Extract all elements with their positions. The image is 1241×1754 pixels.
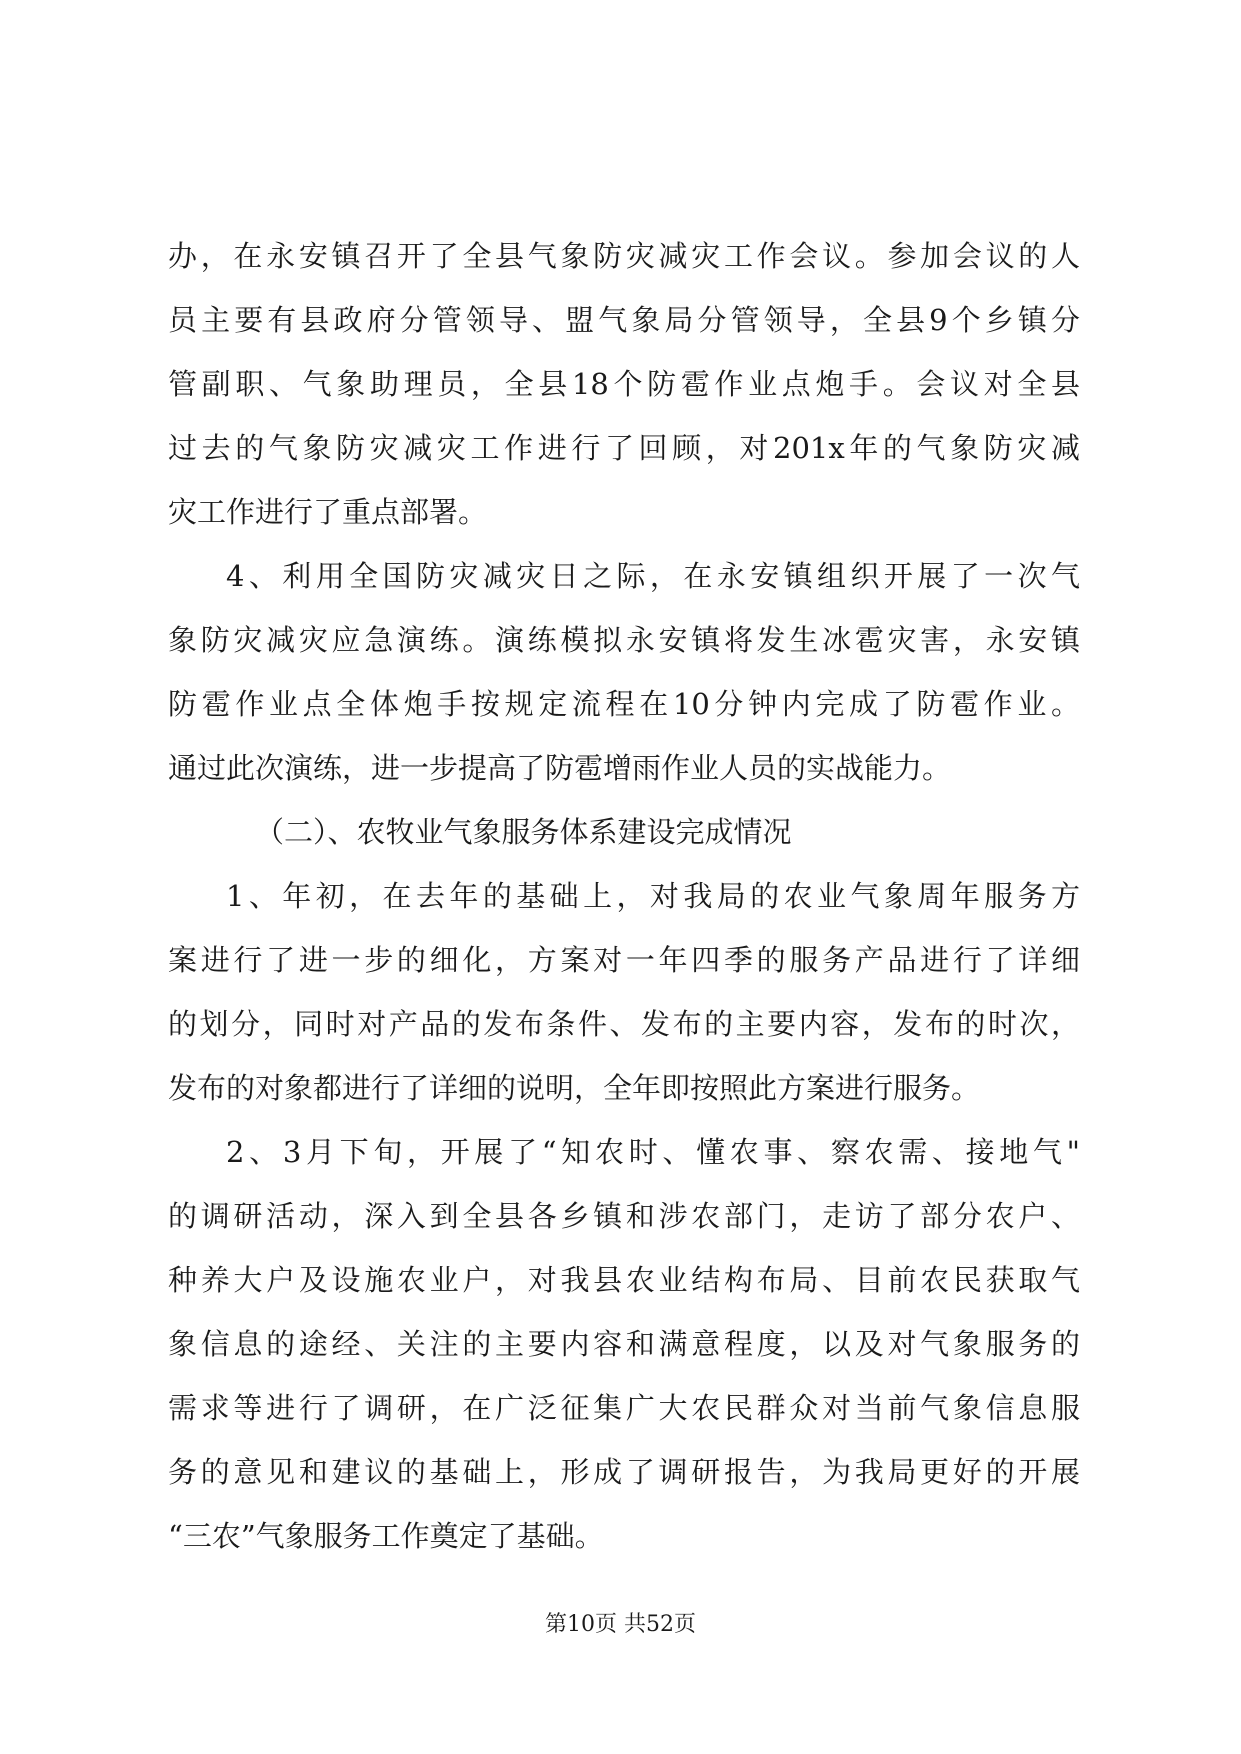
- text-line: 的调研活动，深入到全县各乡镇和涉农部门，走访了部分农户、: [168, 1199, 1080, 1233]
- text-line: 的划分，同时对产品的发布条件、发布的主要内容，发布的时次，: [168, 1007, 1080, 1041]
- text-line: 种养大户及设施农业户，对我县农业结构布局、目前农民获取气: [168, 1263, 1080, 1297]
- text-line: 象信息的途经、关注的主要内容和满意程度，以及对气象服务的: [168, 1327, 1080, 1361]
- text-line: 象防灾减灾应急演练。演练模拟永安镇将发生冰雹灾害，永安镇: [168, 623, 1080, 657]
- text-line: 2、3月下旬，开展了“知农时、懂农事、察农需、接地气": [226, 1135, 1080, 1169]
- text-line: 管副职、气象助理员，全县18个防雹作业点炮手。会议对全县: [168, 367, 1080, 401]
- text-line: 员主要有县政府分管领导、盟气象局分管领导，全县9个乡镇分: [168, 303, 1080, 337]
- text-line: 过去的气象防灾减灾工作进行了回顾，对201x年的气象防灾减: [168, 431, 1080, 465]
- text-line: 1、年初，在去年的基础上，对我局的农业气象周年服务方: [226, 879, 1080, 913]
- text-line: 办，在永安镇召开了全县气象防灾减灾工作会议。参加会议的人: [168, 239, 1080, 273]
- page-number-footer: 第10页 共52页: [545, 1612, 696, 1637]
- text-line: 务的意见和建议的基础上，形成了调研报告，为我局更好的开展: [168, 1455, 1080, 1489]
- text-line: “三农”气象服务工作奠定了基础。: [168, 1519, 604, 1553]
- text-line: 通过此次演练，进一步提高了防雹增雨作业人员的实战能力。: [168, 751, 952, 785]
- text-line: 案进行了进一步的细化，方案对一年四季的服务产品进行了详细: [168, 943, 1080, 977]
- text-line: 灾工作进行了重点部署。: [168, 495, 488, 529]
- text-line: 需求等进行了调研，在广泛征集广大农民群众对当前气象信息服: [168, 1391, 1080, 1425]
- text-line: 发布的对象都进行了详细的说明，全年即按照此方案进行服务。: [168, 1071, 981, 1105]
- text-line: 4、利用全国防灾减灾日之际，在永安镇组织开展了一次气: [226, 559, 1080, 593]
- section-heading: （二）、农牧业气象服务体系建设完成情况: [255, 815, 792, 849]
- text-line: 防雹作业点全体炮手按规定流程在10分钟内完成了防雹作业。: [168, 687, 1080, 721]
